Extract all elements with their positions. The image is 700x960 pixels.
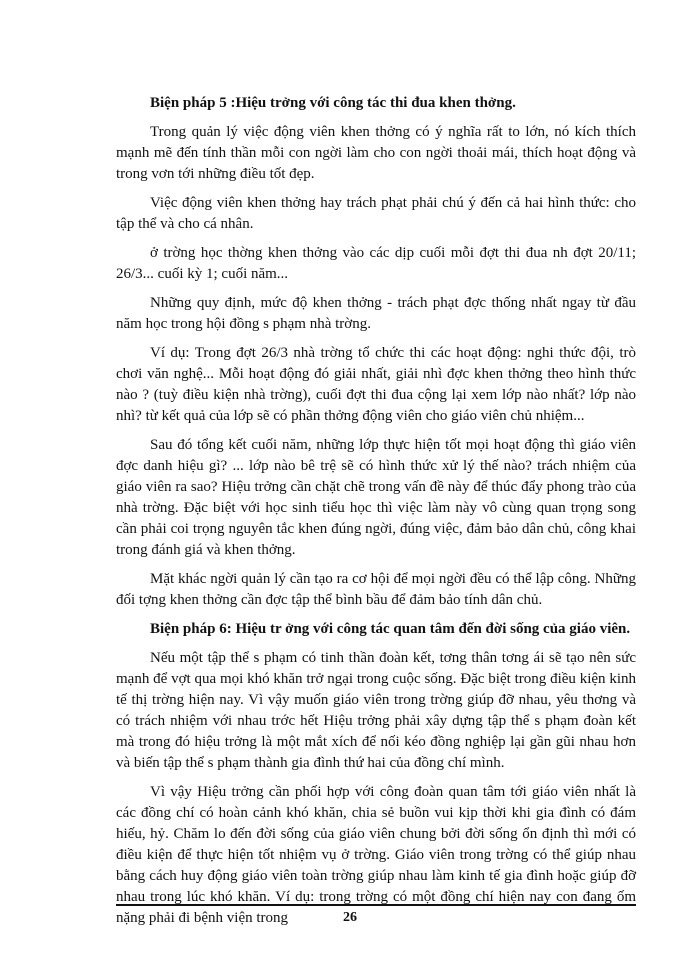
paragraph: Những quy định, mức độ khen thởng - trách phạt đợc thống nhất ngay từ đầu năm học trong hội đồng s phạm nhà trờng. [116,295,636,332]
paragraph: Trong quản lý việc động viên khen thởng có ý nghĩa rất to lớn, nó kích thích mạnh mẽ đến tính thần mỗi con ngời làm cho con ngời thoải mái, thích hoạt động và trong vơn tới những điều tốt đẹp. [116,124,636,182]
paragraph: ở trờng học thờng khen thởng vào các dịp cuối mỗi đợt thi đua nh đợt 20/11; 26/3... cuối kỳ 1; cuối năm... [116,245,636,282]
section-heading: Biện pháp 6: Hiệu tr ởng với công tác quan tâm đến đời sống của giáo viên. [150,621,631,637]
page-body [116,93,636,937]
paragraph: Mặt khác ngời quản lý cần tạo ra cơ hội để mọi ngời đều có thể lập công. Những đối tợng khen thởng cần đợc tập thể bình bầu để đảm bảo tính dân chủ. [116,571,636,608]
paragraph: Ví dụ: Trong đợt 26/3 nhà trờng tổ chức thi các hoạt động: nghi thức đội, trò chơi văn nghệ... Mỗi hoạt động đó giải nhất, giải nhì đợc khen thởng theo hình thức nào ? (tuỳ điều kiện nhà trờng), cuối đợt thi đua cộng lại xem lớp nào nhất? lớp nào nhì? từ kết quả của lớp sẽ có phần thởng động viên cho giáo viên chủ nhiệm... [116,345,636,424]
footer-divider [116,904,636,906]
paragraph: Vì vậy Hiệu trởng cần phối hợp với công đoàn quan tâm tới giáo viên nhất là các đồng chí có hoàn cảnh khó khăn, chia sẻ buồn vui kịp thời khi gia đình có đám hiếu, hỷ. Chăm lo đến đời sống của giáo viên chung bởi đời sống ổn định thì mới có điều kiện để thực hiện tốt nhiệm vụ ở trờng. Giáo viên trong trờng có thể giúp nhau bằng cách huy động giáo viên toàn trờng giúp nhau làm kinh tế gia đình hoặc giúp đỡ nhau trong lúc khó khăn. Ví dụ: trong trờng có một đồng chí hiện nay con đang ốm nặng phải đi bệnh viện trong [116,784,636,926]
paragraph: Việc động viên khen thởng hay trách phạt phải chú ý đến cả hai hình thức: cho tập thể và cho cá nhân. [116,195,636,232]
section-measure-5 [116,93,636,611]
page-number: 26 [343,910,357,925]
paragraph: Nếu một tập thể s phạm có tinh thần đoàn kết, tơng thân tơng ái sẽ tạo nên sức mạnh để vợt qua mọi khó khăn trở ngại trong cuộc sống. Đặc biệt trong điều kiện kinh tế thị trờng hiện nay. Vì vậy muốn giáo viên trong trờng giúp đỡ nhau, yêu thơng và có trách nhiệm với nhau trớc hết Hiệu trởng phải xây dựng tập thể s phạm đoàn kết mà trong đó hiệu trởng là một mắt xích để nối kéo đồng nghiệp lại gần gũi nhau hơn và biến tập thể s phạm thành gia đình thứ hai của đồng chí mình. [116,650,636,771]
section-measure-6 [116,619,636,929]
section-heading: Biện pháp 5 :Hiệu trởng với công tác thi đua khen thởng. [150,95,516,111]
paragraph: Sau đó tổng kết cuối năm, những lớp thực hiện tốt mọi hoạt động thì giáo viên đợc danh hiệu gì? ... lớp nào bê trệ sẽ có hình thức xử lý thế nào? trách nhiệm của giáo viên ra sao? Hiệu trởng cần chặt chẽ trong vấn đề này để thúc đẩy phong trào của nhà trờng. Đặc biệt với học sinh tiểu học thì việc làm này vô cùng quan trọng song cần phải coi trọng nguyên tắc khen đúng ngời, đúng việc, đảm bảo dân chủ, công khai trong đánh giá và khen thởng. [116,437,636,558]
